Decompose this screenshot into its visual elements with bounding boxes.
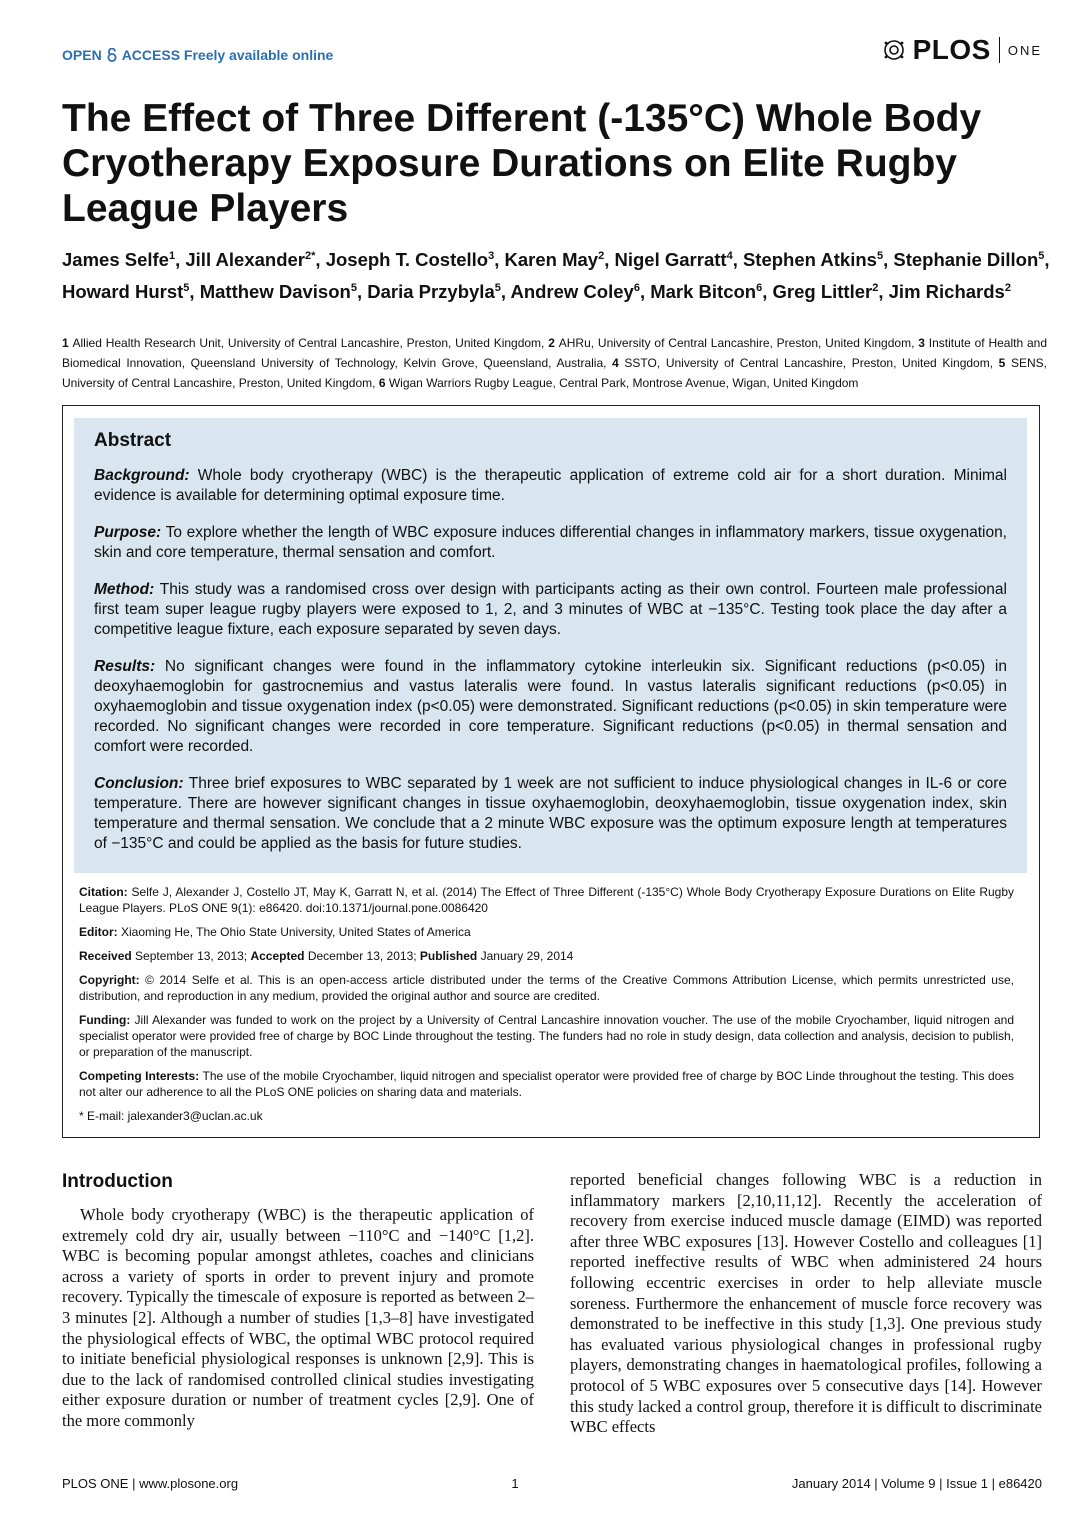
author: Howard Hurst$^5$: [62, 281, 190, 303]
open-label: OPEN: [62, 47, 102, 63]
abstract-box: [62, 405, 1040, 1138]
author: Karen May$^2$: [504, 249, 605, 271]
affiliation: Allied Health Research Unit, University of Central Lancashire, Preston, United Kingdom,: [72, 336, 549, 350]
affiliation: Wigan Warriors Rugby League, Central Park, Montrose Avenue, Wigan, United Kingdom: [388, 376, 859, 390]
abstract-heading: Abstract: [94, 430, 172, 451]
plos-logo-icon: [883, 39, 905, 61]
page-number: 1: [511, 1476, 519, 1491]
citation: Citation: Selfe J, Alexander J, Costello JT, May K, Garratt N, et al. (2014) The Effect of Three Different (-135°C) Whole Body Cryotherapy Exposure Durations on Elite Rugby League Players. PLoS ONE 9(1): e86420. doi:10.1371/journal.pone.0086420: [79, 885, 1015, 915]
dates: Received September 13, 2013; Accepted December 13, 2013; Published January 29, 2014: [79, 949, 574, 963]
author: Matthew Davison$^5$: [199, 281, 357, 303]
article-title: The Effect of Three Different (-135°C) Whole Body Cryotherapy Exposure Durations on Elite Rugby League Players: [62, 97, 982, 230]
abstract-purpose: Purpose: To explore whether the length of WBC exposure induces differential changes in inflammatory markers, tissue oxygenation, skin and core temperature, thermal sensation and comfort.: [94, 524, 1007, 561]
affiliation: Institute of Health and Biomedical Innovation, Queensland University of Technology, Kelvin Grove, Queensland, Australia,: [62, 336, 1047, 370]
contact-email[interactable]: * E-mail: jalexander3@uclan.ac.uk: [79, 1109, 263, 1123]
footer-issue: January 2014 | Volume 9 | Issue 1 | e86420: [791, 1476, 1042, 1491]
competing-interests: Competing Interests: The use of the mobile Cryochamber, liquid nitrogen and specialist operator were provided free of charge by BOC Linde throughout the testing. This does not alter our adherence to all the PLoS ONE policies on sharing data and materials.: [79, 1069, 1014, 1099]
footer-journal[interactable]: PLOS ONE | www.plosone.org: [62, 1476, 239, 1491]
author: Greg Littler$^2$: [772, 281, 879, 303]
author: Jill Alexander$^{2*}$: [185, 249, 316, 271]
abstract-conclusion: Conclusion: Three brief exposures to WBC separated by 1 week are not sufficient to induce physiological changes in IL-6 or core temperature. There are however significant changes in tissue oxyhaemoglobin, deoxyhaemoglobin, tissue oxygenation index, skin temperature and thermal sensation. We conclude that a 2 minute WBC exposure was the optimum exposure length at temperatures of −135°C and could be applied as the basis for future studies.: [94, 775, 1007, 852]
affiliations: 1 Allied Health Research Unit, University of Central Lancashire, Preston, United Kingdom, 2 AHRu, University of Central Lancashire, Preston, United Kingdom, 3 Institute of Health and Biomedical Innovation, Queensland University of Technology, Kelvin Grove, Queensland, Australia, 4 SSTO, University of Central Lancashire, Preston, United Kingdom, 5 SENS, University of Central Lancashire, Preston, United Kingdom, 6 Wigan Warriors Rugby League, Central Park, Montrose Avenue, Wigan, United Kingdom: [62, 336, 1047, 390]
editor: Editor: Xiaoming He, The Ohio State University, United States of America: [79, 925, 471, 939]
abstract-results: Results: No significant changes were found in the inflammatory cytokine interleukin six. Significant reductions (p<0.05) in deoxyhaemoglobin for gastrocnemius and vastus lateralis were found. In vastus lateralis significant reductions (p<0.05) in oxyhaemoglobin and tissue oxygenation index (p<0.05) were demonstrated. Significant reductions (p<0.05) in skin temperature were recorded. No significant changes were recorded in core temperature. Significant reductions (p<0.05) in thermal sensation and comfort were recorded.: [94, 658, 1007, 755]
logo-divider: [999, 37, 1000, 63]
plos-wordmark: PLOS: [912, 34, 991, 65]
intro-left-column: Whole body cryotherapy (WBC) is the therapeutic application of extremely cold dry air, usually between −110°C and −140°C [1,2]. WBC is becoming popular amongst athletes, coaches and clinicians across a variety of sports in order to prevent injury and promote recovery. Typically the timescale of exposure is reported as between 2–3 minutes [2]. Although a number of studies [1,3–8] have investigated the physiological effects of WBC, the optimal WBC protocol required to initiate beneficial physiological responses is unknown [2,9]. This is due to the lack of randomised controlled clinical studies investigating either exposure duration or number of treatment cycles [2,9]. One of the more commonly: [62, 1205, 534, 1430]
article-metadata: [79, 884, 1014, 1132]
author: Stephanie Dillon$^5$: [893, 249, 1045, 271]
author: Jim Richards$^2$: [888, 281, 1011, 303]
introduction-heading: Introduction: [62, 1171, 173, 1192]
intro-right-column: reported beneficial changes following WBC is a reduction in inflammatory markers [2,10,11,12]. Recently the acceleration of recovery from exercise induced muscle damage (EIMD) was reported after three WBC exposures [13]. However Costello and colleagues [1] reported ineffective results of WBC when administered 24 hours following eccentric exercises in order to help alleviate muscle soreness. Furthermore the enhancement of muscle force recovery was demonstrated to be ineffective in this study [1,3]. One previous study has evaluated various physiological changes in professional rugby players, demonstrating changes in haematological profiles, following a protocol of 5 WBC exposures over 5 consecutive days [14]. However this study lacked a control group, therefore it is difficult to discriminate WBC effects: [570, 1170, 1042, 1437]
funding: Funding: Jill Alexander was funded to work on the project by a University of Central Lancashire innovation voucher. The use of the mobile Cryochamber, liquid nitrogen and specialist operator were provided free of charge by BOC Linde throughout the testing. The funders had no role in study design, data collection and analysis, decision to publish, or preparation of the manuscript.: [79, 1013, 1014, 1059]
open-access-banner: [62, 47, 333, 63]
affiliation: SSTO, University of Central Lancashire, Preston, United Kingdom,: [624, 356, 999, 370]
author: Andrew Coley$^6$: [510, 281, 640, 303]
author-list: James Selfe$^1$, Jill Alexander$^{2*}$, Joseph T. Costello$^3$, Karen May$^2$, Nigel Garratt$^4$, Stephen Atkins$^5$, Stephanie Dillon$^5$, Howard Hurst$^5$, Matthew Davison$^5$, Daria Przybyla$^5$, Andrew Coley$^6$, Mark Bitcon$^6$, Greg Littler$^2$, Jim Richards$^2$: [62, 249, 1050, 303]
author: Daria Przybyla$^5$: [367, 281, 501, 303]
access-label: ACCESS Freely available online: [121, 47, 334, 63]
author: Nigel Garratt$^4$: [614, 249, 733, 271]
author: Mark Bitcon$^6$: [650, 281, 763, 303]
affiliation: SENS, University of Central Lancashire, Preston, United Kingdom,: [62, 356, 1047, 390]
open-lock-icon: [106, 48, 118, 62]
journal-logo: [883, 34, 1042, 66]
abstract-panel: [74, 418, 1027, 873]
author: Stephen Atkins$^5$: [742, 249, 884, 271]
page-footer: [62, 1476, 1042, 1491]
abstract-method: Method: This study was a randomised cross over design with participants acting as their own control. Fourteen male professional first team super league rugby players were exposed to 1, 2, and 3 minutes of WBC at −135°C. Testing took place the day after a competitive league fixture, each exposure separated by seven days.: [94, 581, 1007, 638]
author: Joseph T. Costello$^3$: [325, 249, 495, 271]
one-wordmark: ONE: [1007, 42, 1042, 58]
abstract-background: Background: Whole body cryotherapy (WBC) is the therapeutic application of extreme cold air for a short duration. Minimal evidence is available for determining optimal exposure time.: [94, 467, 1007, 504]
affiliation: AHRu, University of Central Lancashire, Preston, United Kingdom,: [558, 336, 919, 350]
copyright: Copyright: © 2014 Selfe et al. This is an open-access article distributed under the terms of the Creative Commons Attribution License, which permits unrestricted use, distribution, and reproduction in any medium, provided the original author and source are credited.: [79, 973, 1014, 1003]
author: James Selfe$^1$: [62, 249, 176, 271]
